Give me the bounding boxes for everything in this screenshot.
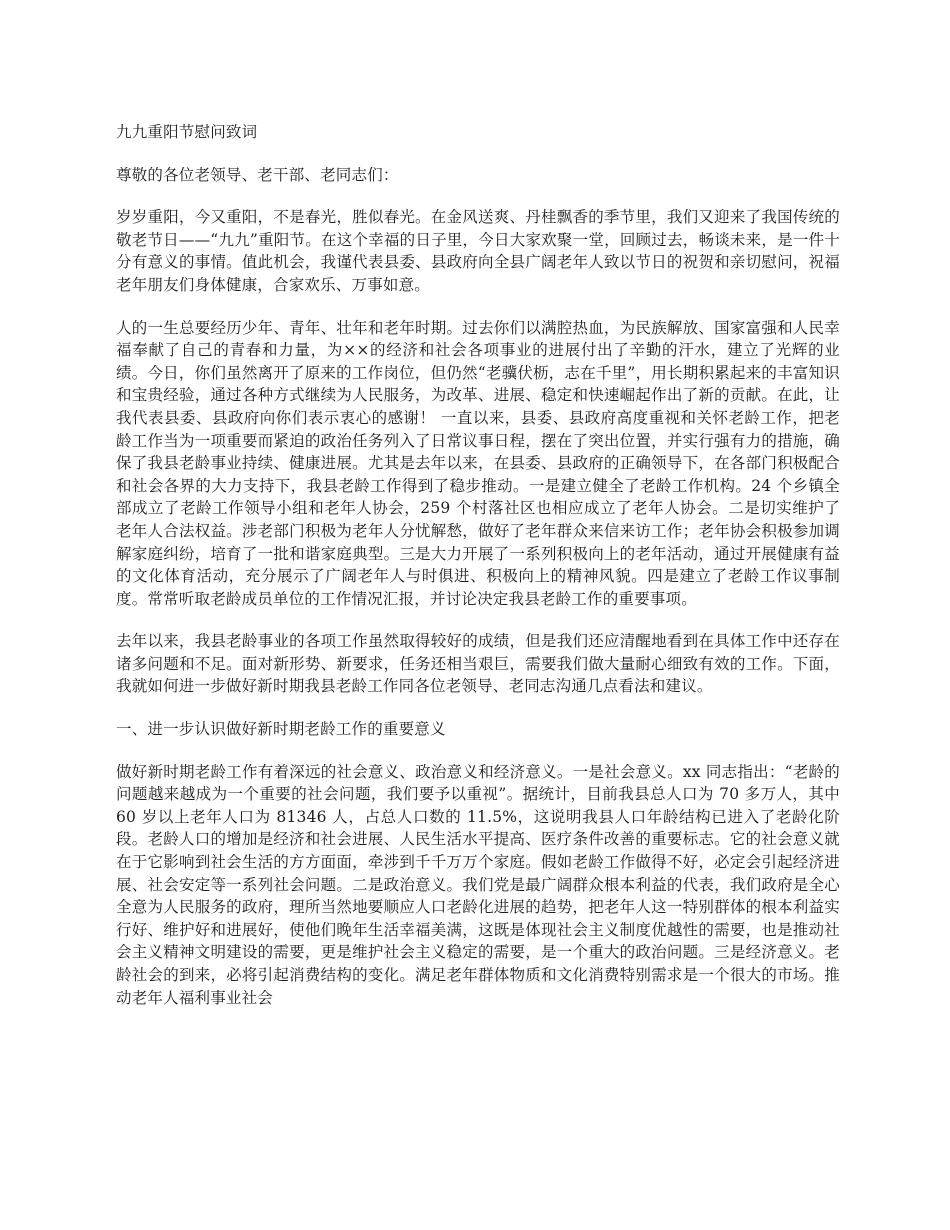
paragraph: 人的一生总要经历少年、青年、壮年和老年时期。过去你们以满腔热血，为民族解放、国家富强和人民幸福奉献了自己的青春和力量，为××的经济和社会各项事业的进展付出了辛勤的汗水，建立了光辉的业绩。今日，你们虽然离开了原来的工作岗位，但仍然“老骥伏枥，志在千里”，用长期积累起来的丰富知识和宝贵经验，通过各种方式继续为人民服务，为改革、进展、稳定和快速崛起作出了新的贡献。在此，让我代表县委、县政府向你们表示衷心的感谢！ 一直以来，县委、县政府高度重视和关怀老龄工作，把老龄工作当为一项重要而紧迫的政治任务列入了日常议事日程，摆在了突出位置，并实行强有力的措施，确保了我县老龄事业持续、健康进展。尤其是去年以来，在县委、县政府的正确领导下，在各部门积极配合和社会各界的大力支持下，我县老龄工作得到了稳步推动。一是建立健全了老龄工作机构。24 个乡镇全部成立了老龄工作领导小组和老年人协会，259 个村落社区也相应成立了老年人协会。二是切实维护了老年人合法权益。涉老部门积极为老年人分忧解愁，做好了老年群众来信来访工作；老年协会积极参加调解家庭纠纷，培育了一批和谐家庭典型。三是大力开展了一系列积极向上的老年活动，通过开展健康有益的文化体育活动，充分展示了广阔老年人与时俱进、积极向上的精神风貌。四是建立了老龄工作议事制度。常常听取老龄成员单位的工作情况汇报，并讨论决定我县老龄工作的重要事项。 <box>116 318 840 608</box>
paragraph: 岁岁重阳，今又重阳，不是春光，胜似春光。在金风送爽、丹桂飘香的季节里，我们又迎来了我国传统的敬老节日——“九九”重阳节。在这个幸福的日子里，今日大家欢聚一堂，回顾过去，畅谈未来，是一件十分有意义的事情。值此机会，我谨代表县委、县政府向全县广阔老年人致以节日的祝贺和亲切慰问，祝福老年朋友们身体健康，合家欢乐、万事如意。 <box>116 208 840 294</box>
paragraph: 去年以来，我县老龄事业的各项工作虽然取得较好的成绩，但是我们还应清醒地看到在具体工作中还存在诸多问题和不足。面对新形势、新要求，任务还相当艰巨，需要我们做大量耐心细致有效的工作。下面，我就如何进一步做好新时期我县老龄工作同各位老领导、老同志沟通几点看法和建议。 <box>116 632 840 696</box>
document-title: 九九重阳节慰问致词 <box>116 123 258 141</box>
salutation: 尊敬的各位老领导、老干部、老同志们： <box>116 165 399 184</box>
paragraph: 做好新时期老龄工作有着深远的社会意义、政治意义和经济意义。一是社会意义。xx 同志指出：“老龄的问题越来越成为一个重要的社会问题，我们要予以重视”。据统计，目前我县总人口为 70 多万人，其中 60 岁以上老年人口为 81346 人，占总人口数的 11.5%，这说明我县人口年龄结构已进入了老龄化阶段。老龄人口的增加是经济和社会进展、人民生活水平提高、医疗条件改善的重要标志。它的社会意义就在于它影响到社会生活的方方面面，牵涉到千千万万个家庭。假如老龄工作做得不好，必定会引起经济进展、社会安定等一系列社会问题。二是政治意义。我们党是最广阔群众根本利益的代表，我们政府是全心全意为人民服务的政府，理所当然地要顺应人口老龄化进展的趋势，把老年人这一特别群体的根本利益实行好、维护好和进展好，使他们晚年生活幸福美满，这既是体现社会主义制度优越性的需要，也是推动社会主义精神文明建设的需要，更是维护社会主义稳定的需要，是一个重大的政治问题。三是经济意义。老龄社会的到来，必将引起消费结构的变化。满足老年群体物质和文化消费特别需求是一个很大的市场。推动老年人福利事业社会 <box>116 762 840 1007</box>
document-page <box>116 121 840 1029</box>
section-heading: 一、进一步认识做好新时期老龄工作的重要意义 <box>116 720 446 739</box>
